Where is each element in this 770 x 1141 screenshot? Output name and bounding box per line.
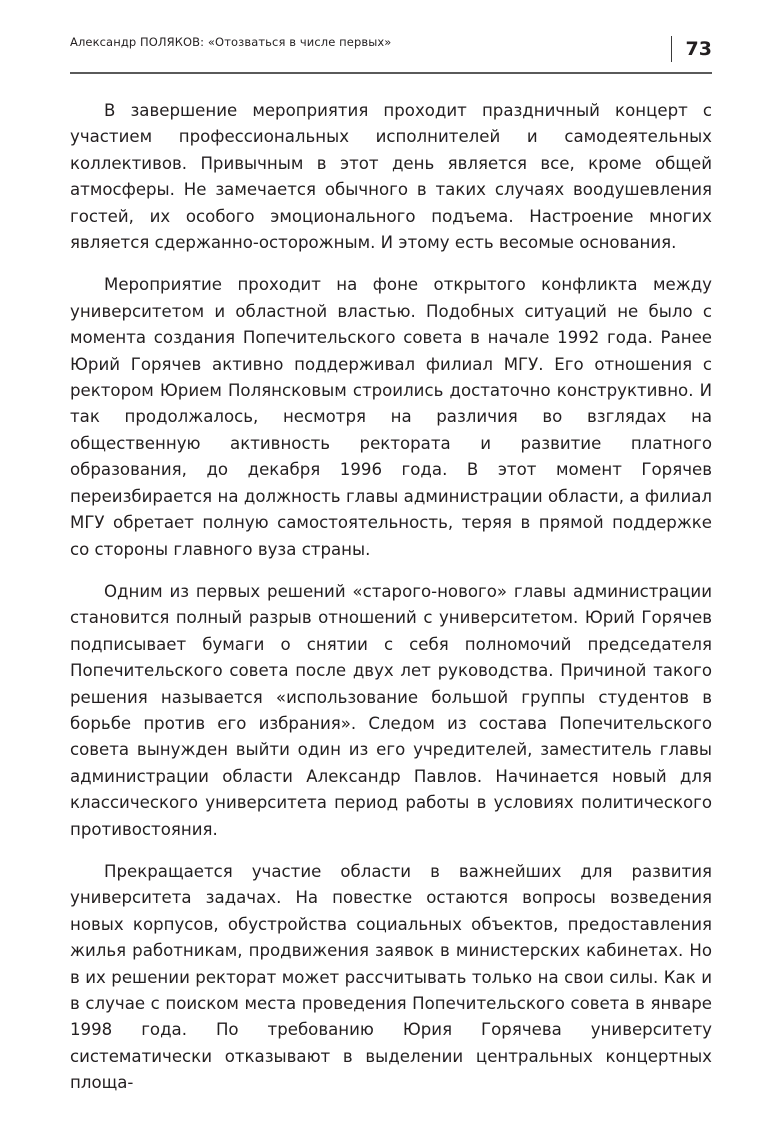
header-divider	[70, 72, 712, 74]
paragraph: Мероприятие проходит на фоне открытого конфликта между университетом и областной властью. Подобных ситуаций не было с момента создания Попечительского совета в начале 1992 года. Ранее Юрий Горячев активно поддерживал филиал МГУ. Его отношения с ректором Юрием Полянсковым строились достаточно конструктивно. И так продолжалось, несмотря на различия во взглядах на общественную активность ректората и развитие платного образования, до декабря 1996 года. В этот момент Горячев переизбирается на должность главы администрации области, а филиал МГУ обретает полную самостоятельность, теряя в прямой поддержке со стороны главного вуза страны.	[70, 275, 712, 559]
folio-divider	[671, 36, 672, 62]
paragraph: Одним из первых решений «старого-нового» главы администрации становится полный разрыв отношений с университетом. Юрий Горячев подписывает бумаги о снятии с себя полномочий председателя Попечительского совета после двух лет руководства. Причиной такого решения называется «использование большой группы студентов в борьбе против его избрания». Следом из состава Попечительского совета вынужден выйти один из его учредителей, заместитель главы администрации области Александр Павлов. Начинается новый для классического университета период работы в условиях политического противостояния.	[70, 581, 712, 839]
body-text	[70, 98, 712, 1097]
page-number: 73	[685, 37, 712, 60]
folio-group	[671, 36, 712, 62]
running-title: Александр ПОЛЯКОВ: «Отозваться в числе первых»	[70, 35, 392, 49]
paragraph: В завершение мероприятия проходит праздничный концерт с участием профессиональных исполнителей и самодеятельных коллективов. Привычным в этот день является все, кроме общей атмосферы. Не замечается обычного в таких случаях воодушевления гостей, их особого эмоционального подъема. Настроение многих является сдержанно-осторожным. И этому есть весомые основания.	[70, 101, 712, 253]
page-header	[70, 36, 712, 66]
paragraph: Прекращается участие области в важнейших для развития университета задачах. На повестке остаются вопросы возведения новых корпусов, обустройства социальных объектов, предоставления жилья работникам, продвижения заявок в министерских кабинетах. Но в их решении ректорат может рассчитывать только на свои силы. Как и в случае с поиском места проведения Попечительского совета в январе 1998 года. По требованию Юрия Горячева университету систематически отказывают в выделении центральных концертных площа-	[70, 861, 712, 1093]
